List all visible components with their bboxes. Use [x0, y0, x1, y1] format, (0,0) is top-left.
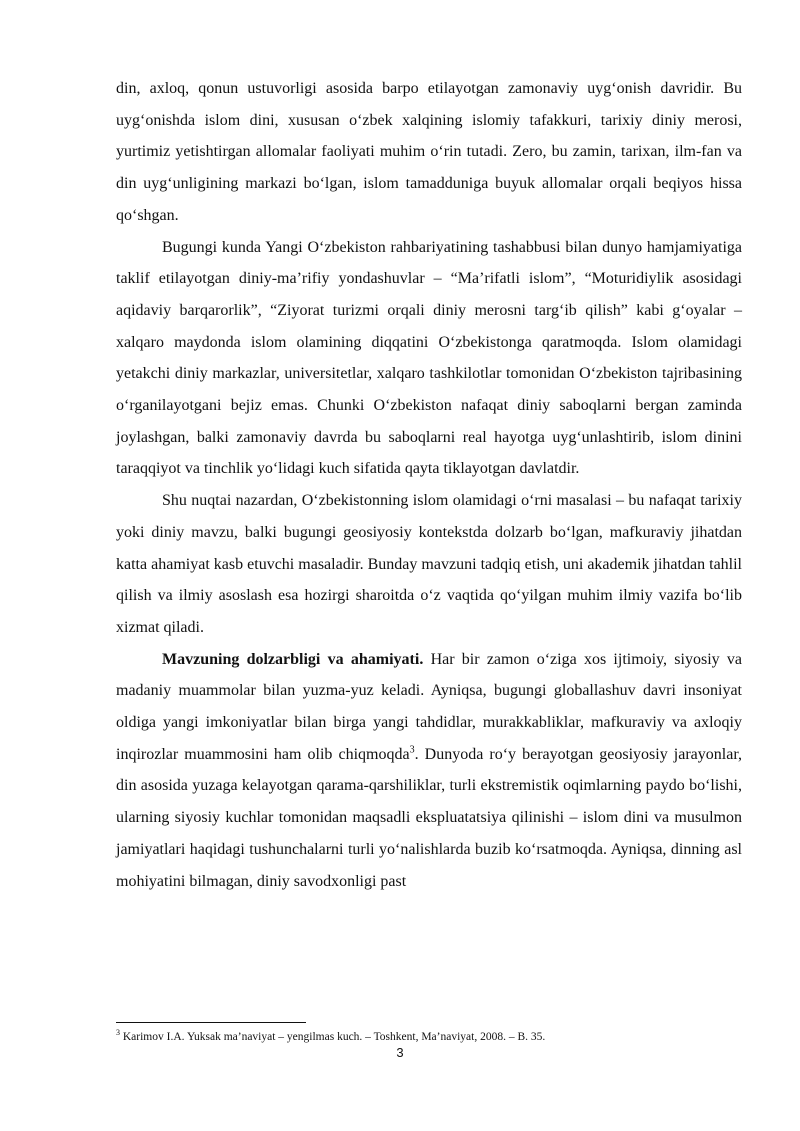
paragraph-4-text-after-ref: . Dunyoda ro‘y berayotgan geosiyosiy jarayonlar, din asosida yuzaga kelayotgan qarama-qarshiliklar, turli ekstremistik oqimlarning paydo bo‘lishi, ularning siyosiy kuchlar tomonidan maqsadli ekspluatatsiya qilinishi – islom dini va musulmon jamiyatlari haqidagi tushunchalarni turli yo‘nalishlarda buzib ko‘rsatmoqda. Ayniqsa, dinning asl mohiyatini bilmagan, diniy savodxonligi past	[116, 745, 743, 890]
footnote-reference[interactable]: 3	[409, 744, 415, 756]
paragraph-1: din, axloq, qonun ustuvorligi asosida barpo etilayotgan zamonaviy uyg‘onish davridir. Bu uyg‘onishda islom dini, xususan o‘zbek xalqining islomiy tafakkuri, tarixiy diniy merosi, yurtimiz yetishtirgan allomalar faoliyati muhim o‘rin tutadi. Zero, bu zamin, tarixan, ilm-fan va din uyg‘unligining markazi bo‘lgan, islom tamadduniga buyuk allomalar orqali beqiyos hissa qo‘shgan.	[116, 80, 742, 224]
page-number: 3	[396, 1045, 404, 1060]
footnote-text: Karimov I.A. Yuksak ma’naviyat – yengilmas kuch. – Toshkent, Ma’naviyat, 2008. – B. 35.	[120, 1031, 546, 1043]
paragraph-4	[116, 644, 742, 898]
footnote	[116, 1029, 742, 1045]
paragraph-3: Shu nuqtai nazardan, O‘zbekistonning islom olamidagi o‘rni masalasi – bu nafaqat tarixiy yoki diniy mavzu, balki bugungi geosiyosiy kontekstda dolzarb bo‘lgan, mafkuraviy jihatdan katta ahamiyat kasb etuvchi masaladir. Bunday mavzuni tadqiq etish, uni akademik jihatdan tahlil qilish va ilmiy asoslash esa hozirgi sharoitda o‘z vaqtida qo‘yilgan muhim ilmiy vazifa bo‘lib xizmat qiladi.	[116, 492, 742, 636]
section-heading: Mavzuning dolzarbligi va ahamiyati.	[162, 650, 424, 668]
paragraph-4-text-before-ref: Har bir zamon o‘ziga xos ijtimoiy, siyosiy va madaniy muammolar bilan yuzma-yuz keladi. Ayniqsa, bugungi globallashuv davri insoniyat oldiga yangi imkoniyatlar bilan birga yangi tahdidlar, murakkabliklar, mafkuraviy va axloqiy inqirozlar muammosini ham olib chiqmoqda	[116, 650, 743, 763]
paragraph-2: Bugungi kunda Yangi O‘zbekiston rahbariyatining tashabbusi bilan dunyo hamjamiyatiga taklif etilayotgan diniy-ma’rifiy yondashuvlar – “Ma’rifatli islom”, “Moturidiylik asosidagi aqidaviy barqarorlik”, “Ziyorat turizmi orqali diniy merosni targ‘ib qilish” kabi g‘oyalar – xalqaro maydonda islom olamining diqqatini O‘zbekistonga qaratmoqda. Islom olamidagi yetakchi diniy markazlar, universitetlar, xalqaro tashkilotlar tomonidan O‘zbekiston tajribasining o‘rganilayotgani bejiz emas. Chunki O‘zbekiston nafaqat diniy saboqlarni bergan zaminda joylashgan, balki zamonaviy davrda bu saboqlarni real hayotga uyg‘unlashtirib, islom dinini taraqqiyot va tinchlik yo‘lidagi kuch sifatida qayta tiklayotgan davlatdir.	[116, 238, 742, 478]
footnote-separator	[116, 1022, 306, 1023]
body-text	[116, 73, 742, 897]
footnote-number: 3	[116, 1028, 120, 1038]
